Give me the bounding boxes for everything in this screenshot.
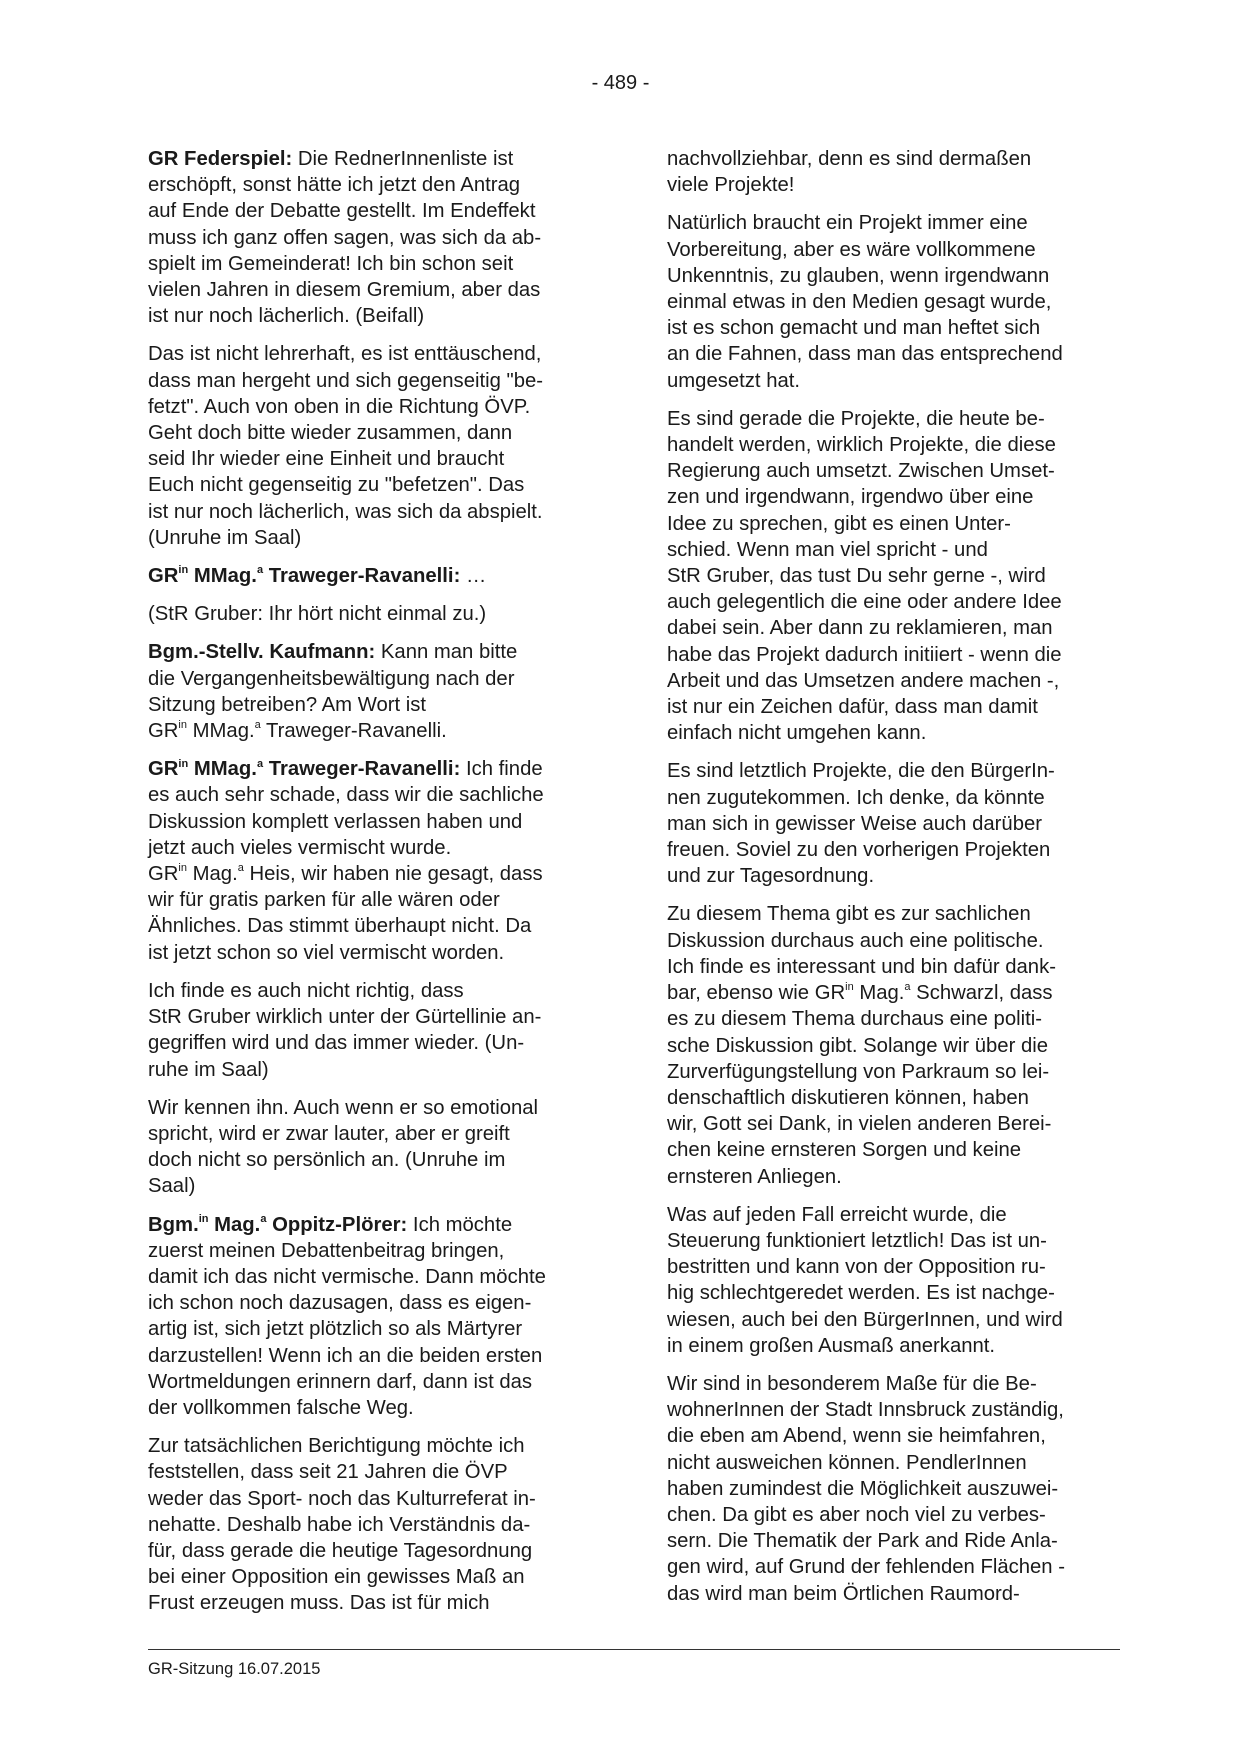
text-line: Wortmeldungen erinnern darf, dann ist das [148,1370,533,1393]
text-fragment: Kann man bitte [375,641,518,664]
text-line: wir, Gott sei Dank, in vielen anderen Berei- [667,1113,1052,1136]
footer-text: GR-Sitzung 16.07.2015 [148,1660,321,1678]
text-line [667,1202,1103,1228]
text-line: Unkenntnis, zu glauben, wenn irgendwann [667,264,1050,287]
text-line: Diskussion durchaus auch eine politische. [667,929,1044,952]
text-line: einfach nicht umgehen kann. [667,722,927,745]
text-line: wohnerInnen der Stadt Innsbruck zuständig, [667,1399,1064,1422]
text-line [667,901,1103,927]
page-number: - 489 - [591,72,650,94]
text-line: Zurverfügungstellung von Parkraum so lei- [667,1060,1050,1083]
text-part: GR [148,863,179,886]
text-line: und zur Tagesordnung. [667,865,875,888]
text-fragment: Die RednerInnenliste ist [292,148,514,170]
text-fragment: … [460,565,487,588]
text-line: gen wird, auf Grund der fehlenden Flächen - [667,1556,1065,1579]
text-line: Ich finde es interessant und bin dafür dank- [667,955,1056,978]
text-line: dabei sein. Aber dann zu reklamieren, man [667,617,1053,640]
paragraph [148,1212,584,1422]
title-superscript: a [904,981,911,994]
paragraph [148,978,584,1083]
text-fragment: Zu diesem Thema gibt es zur sachlichen [667,903,1031,926]
text-line: Diskussion komplett verlassen haben und [148,810,523,833]
title-superscript: in [178,862,187,875]
text-line: muss ich ganz offen sagen, was sich da ab- [148,226,542,249]
title-superscript: a [260,1212,267,1225]
text-line: Frust erzeugen muss. Das ist für mich [148,1592,490,1615]
paragraph [667,210,1103,393]
text-line [148,1212,584,1238]
text-line: (Unruhe im Saal) [148,526,302,549]
paragraph [667,1371,1103,1607]
footer-rule [148,1649,1120,1650]
text-line: der vollkommen falsche Weg. [148,1396,414,1419]
text-line [148,341,584,367]
text-fragment: Zur tatsächlichen Berichtigung möchte ich [148,1435,525,1458]
text-line: ist nur ein Zeichen dafür, dass man damit [667,696,1038,719]
text-line: weder das Sport- noch das Kulturreferat in- [148,1487,536,1510]
text-line [148,1433,584,1459]
text-line [148,756,584,782]
text-line: freuen. Soviel zu den vorherigen Projekten [667,839,1051,862]
text-line [148,1095,584,1121]
text-fragment: Es sind gerade die Projekte, die heute be- [667,407,1045,430]
text-line: nen zugutekommen. Ich denke, da könnte [667,786,1045,809]
speaker-name: Bgm.-Stellv. Kaufmann: [148,641,376,664]
text-line: ruhe im Saal) [148,1058,269,1081]
title-superscript: a [256,564,264,577]
text-line: ernsteren Anliegen. [667,1165,842,1188]
text-line: habe das Projekt dadurch initiiert - wenn die [667,643,1062,666]
text-line: chen keine ernsteren Sorgen und keine [667,1139,1022,1162]
paragraph [148,1095,584,1200]
paragraph [148,639,584,744]
text-part: Mag. [853,982,905,1005]
text-part: Schwarzl, dass [910,982,1053,1005]
text-line: Ähnliches. Das stimmt überhaupt nicht. Da [148,915,532,938]
paragraph [148,756,584,966]
text-line: Steuerung funktioniert letztlich! Das ist un- [667,1229,1047,1252]
text-line: gegriffen wird und das immer wieder. (Un- [148,1032,525,1055]
text-line: sche Diskussion gibt. Solange wir über die [667,1034,1049,1057]
text-line [148,601,584,627]
text-line: Vorbereitung, aber es wäre vollkommene [667,238,1036,261]
text-line [148,718,584,744]
text-line: spielt im Gemeinderat! Ich bin schon seit [148,252,514,275]
text-line [667,210,1103,236]
text-fragment: Es sind letztlich Projekte, die den BürgerIn- [667,760,1055,783]
text-line: dass man hergeht und sich gegenseitig "be- [148,369,544,392]
text-line: für, dass gerade die heutige Tagesordnung [148,1539,533,1562]
text-line: haben zumindest die Möglichkeit auszuwei- [667,1477,1059,1500]
text-line: feststellen, dass seit 21 Jahren die ÖVP [148,1461,508,1484]
text-line: in einem großen Ausmaß anerkannt. [667,1334,996,1357]
text-line: denschaftlich diskutieren können, haben [667,1086,1029,1109]
text-line: Idee zu sprechen, gibt es einen Unter- [667,512,1011,535]
title-superscript: in [198,1212,209,1225]
text-line: chen. Da gibt es aber noch viel zu verbes- [667,1503,1046,1526]
text-line: jetzt auch vieles vermischt wurde. [148,836,452,859]
text-line: schied. Wenn man viel spricht - und [667,538,988,561]
text-part: Heis, wir haben nie gesagt, dass [243,863,543,886]
text-line [667,980,1103,1006]
paragraph [148,341,584,551]
title-superscript: a [256,757,264,770]
text-line: artig ist, sich jetzt plötzlich so als Märtyrer [148,1318,523,1341]
text-line: einmal etwas in den Medien gesagt wurde, [667,291,1052,314]
speaker-name-part: Traweger-Ravanelli: [263,758,461,781]
text-line: spricht, wird er zwar lauter, aber er greift [148,1122,510,1145]
text-line: Euch nicht gegenseitig zu "befetzen". Das [148,474,525,497]
text-line: umgesetzt hat. [667,369,801,392]
speaker-name-part: Traweger-Ravanelli: [263,565,461,588]
text-line: damit ich das nicht vermische. Dann möchte [148,1265,546,1288]
text-line: es auch sehr schade, dass wir die sachliche [148,784,544,807]
text-line: auf Ende der Debatte gestellt. Im Endeffekt [148,200,536,223]
title-superscript: in [178,757,189,770]
text-line: fetzt". Auch von oben in die Richtung ÖVP. [148,395,531,418]
speaker-name-part: GR [148,758,179,781]
text-line: ist nur noch lächerlich, was sich da abspielt. [148,500,543,523]
text-line: StR Gruber, das tust Du sehr gerne -, wird [667,565,1046,588]
speaker-name-part: Mag. [208,1213,261,1236]
text-line: sern. Die Thematik der Park and Ride Anla- [667,1530,1058,1553]
text-line [148,146,584,172]
speaker-name-part: MMag. [188,565,257,588]
text-line: auch gelegentlich die eine oder andere Idee [667,591,1062,614]
paragraph [148,146,584,329]
text-part: GR [148,720,179,743]
text-line: Geht doch bitte wieder zusammen, dann [148,422,513,445]
title-superscript: a [254,719,261,732]
text-line: vielen Jahren in diesem Gremium, aber das [148,279,541,302]
title-superscript: in [178,564,189,577]
text-line [667,406,1103,432]
text-line [667,146,1103,172]
text-line: Saal) [148,1175,196,1198]
text-line: das wird man beim Örtlichen Raumord- [667,1582,1020,1605]
text-line: Arbeit und das Umsetzen andere machen -, [667,669,1060,692]
text-line: es zu diesem Thema durchaus eine politi- [667,1008,1043,1031]
speaker-name-part: GR [148,565,179,588]
text-line: darzustellen! Wenn ich an die beiden ersten [148,1344,543,1367]
text-line: Sitzung betreiben? Am Wort ist [148,693,427,716]
title-superscript: a [237,862,244,875]
text-line: die eben am Abend, wenn sie heimfahren, [667,1425,1046,1448]
speaker-name-part: MMag. [188,758,257,781]
text-line: nehatte. Deshalb habe ich Verständnis da- [148,1513,531,1536]
text-fragment: (StR Gruber: Ihr hört nicht einmal zu.) [148,603,487,626]
text-line [667,758,1103,784]
text-line: ich schon noch dazusagen, dass es eigen- [148,1292,532,1315]
text-part: MMag. [186,720,255,743]
speaker-name: GR Federspiel: [148,148,293,170]
text-line: Regierung auch umsetzt. Zwischen Umset- [667,460,1055,483]
text-line [148,978,584,1004]
paragraph [667,406,1103,747]
paragraph [667,146,1103,198]
paragraph [667,1202,1103,1359]
right-column [667,146,1103,1619]
text-line: erschöpft, sonst hätte ich jetzt den Antrag [148,174,521,197]
title-superscript: in [178,719,187,732]
paragraph [667,901,1103,1189]
text-fragment: Das ist nicht lehrerhaft, es ist enttäuschend, [148,343,542,366]
text-line: wiesen, auch bei den BürgerInnen, und wird [667,1308,1063,1331]
paragraph [148,601,584,627]
text-line: zen und irgendwann, irgendwo über eine [667,486,1034,509]
paragraph [148,1433,584,1616]
speaker-name-part: Oppitz-Plörer: [266,1213,408,1236]
text-line: doch nicht so persönlich an. (Unruhe im [148,1149,506,1172]
text-line: hig schlechtgeredet werden. Es ist nachge- [667,1282,1055,1305]
text-fragment: Ich möchte [407,1213,513,1236]
paragraph [667,758,1103,889]
text-line: handelt werden, wirklich Projekte, die diese [667,434,1056,457]
text-line: wir für gratis parken für alle wären oder [148,889,500,912]
text-line: zuerst meinen Debattenbeitrag bringen, [148,1239,505,1262]
text-line: bei einer Opposition ein gewisses Maß an [148,1566,525,1589]
text-line: ist jetzt schon so viel vermischt worden. [148,941,505,964]
text-line: die Vergangenheitsbewältigung nach der [148,667,515,690]
text-fragment: Ich finde es auch nicht richtig, dass [148,979,464,1002]
text-fragment: Natürlich braucht ein Projekt immer eine [667,212,1028,235]
text-line [148,563,584,589]
text-line: an die Fahnen, dass man das entsprechend [667,343,1063,366]
text-fragment: Ich finde [460,758,543,781]
text-fragment: Was auf jeden Fall erreicht wurde, die [667,1203,1007,1226]
left-column [148,146,584,1629]
text-line [148,861,584,887]
text-line: nicht ausweichen können. PendlerInnen [667,1451,1027,1474]
text-line [667,1371,1103,1397]
text-fragment: nachvollziehbar, denn es sind dermaßen [667,148,1032,170]
text-line: bestritten und kann von der Opposition ru- [667,1256,1046,1279]
text-line: ist es schon gemacht und man heftet sich [667,317,1041,340]
text-part: Mag. [186,863,238,886]
text-fragment: Wir kennen ihn. Auch wenn er so emotional [148,1096,539,1119]
text-line: viele Projekte! [667,174,795,197]
text-line [148,639,584,665]
text-part: bar, ebenso wie GR [667,982,846,1005]
text-fragment: Wir sind in besonderem Maße für die Be- [667,1372,1037,1395]
text-line: seid Ihr wieder eine Einheit und braucht [148,448,505,471]
text-part: Traweger-Ravanelli. [260,720,447,743]
title-superscript: in [845,981,854,994]
text-line: ist nur noch lächerlich. (Beifall) [148,305,425,328]
speaker-name-part: Bgm. [148,1213,199,1236]
text-line: StR Gruber wirklich unter der Gürtellinie an- [148,1006,542,1029]
paragraph [148,563,584,589]
text-line: man sich in gewisser Weise auch darüber [667,812,1043,835]
